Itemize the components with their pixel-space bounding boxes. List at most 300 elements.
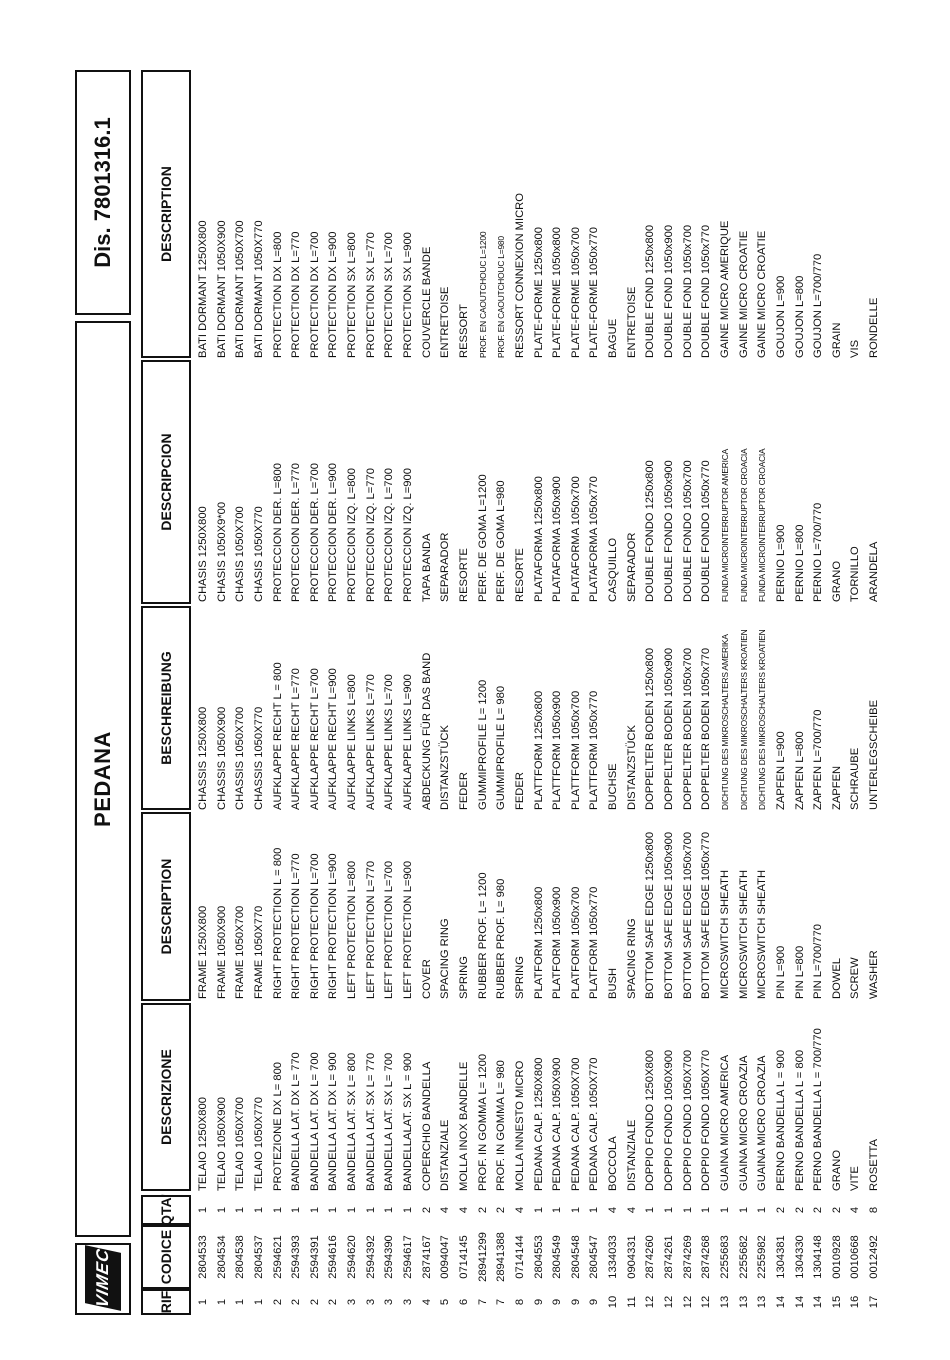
cell-en: SPACING RING: [439, 918, 452, 999]
col-header-qta-label: QTA': [158, 1194, 174, 1226]
cell-fr: PROTECTION SX L=900: [402, 232, 415, 358]
cell-codice: 2255982: [756, 1235, 769, 1279]
table-row: [269, 70, 288, 1315]
cell-es: CHASIS 1050X9*00: [215, 501, 228, 602]
cell-it: BANDELLA LAT. DX L= 900: [327, 1052, 340, 1191]
cell-es: SEPARADOR: [625, 532, 638, 602]
table-row: [436, 70, 455, 1315]
cell-fr: BATI DORMANT 1250X800: [197, 220, 209, 358]
cell-qta: 2: [793, 1206, 806, 1214]
cell-codice: 1304330: [793, 1235, 806, 1279]
cell-rif: 5: [439, 1298, 452, 1306]
cell-codice: 0010928: [830, 1235, 843, 1279]
cell-qta: 4: [625, 1206, 638, 1214]
table-row: [455, 70, 474, 1315]
cell-rif: 10: [607, 1295, 620, 1309]
cell-it: VITE: [849, 1166, 862, 1191]
cell-it: PERNO BANDELLA L = 800: [793, 1049, 806, 1191]
cell-es: PERF. DE GOMA L=980: [495, 480, 508, 602]
cell-fr: PLATE-FORME 1050x700: [569, 227, 582, 358]
cell-qta: 1: [308, 1206, 321, 1214]
drawing-number-box: [75, 70, 131, 315]
cell-de: DISTANZSTÜCK: [625, 725, 638, 810]
cell-de: PLATTFORM 1050x900: [551, 690, 564, 810]
cell-codice: 2804538: [234, 1235, 247, 1279]
cell-it: GUAINA MICRO CROAZIA: [756, 1055, 769, 1191]
cell-en: LEFT PROTECTION L=900: [402, 860, 415, 999]
col-header-en-label: DESCRIPTION: [158, 858, 174, 955]
cell-fr: RONDELLE: [868, 297, 881, 358]
cell-rif: 12: [663, 1295, 676, 1309]
cell-es: PROTECCION DER. L=900: [327, 463, 340, 602]
cell-codice: 2804553: [532, 1235, 545, 1279]
cell-it: COPERCHIO BANDELLA: [420, 1061, 433, 1191]
cell-es: PROTECCION IZQ. L=770: [364, 468, 377, 602]
table-row: [716, 70, 735, 1315]
cell-en: SPRING: [457, 956, 470, 999]
cell-it: GUAINA MICRO CROAZIA: [737, 1055, 750, 1191]
col-header-de-label: BESCHREIBUNG: [158, 651, 174, 765]
cell-fr: DOUBLE FOND 1050x700: [681, 224, 694, 358]
cell-it: PERNO BANDELLA L = 700/770: [812, 1028, 825, 1191]
cell-rif: 9: [569, 1298, 582, 1306]
cell-rif: 12: [700, 1295, 713, 1309]
cell-it: PEDANA CALP. 1250X800: [532, 1057, 545, 1191]
cell-fr: PROTECTION DX L=770: [290, 231, 303, 358]
cell-en: BOTTOM SAFE EDGE 1050x900: [663, 831, 676, 999]
parts-table: [194, 70, 884, 1315]
cell-fr: PLATE-FORME 1250x800: [532, 227, 545, 358]
cell-it: BANDELLA LAT. SX L= 800: [346, 1052, 359, 1191]
table-row: [809, 70, 828, 1315]
cell-en: DOWEL: [830, 957, 843, 999]
company-logo: [85, 1245, 121, 1311]
cell-codice: 0904331: [625, 1235, 638, 1279]
cell-de: DICHTUNG DES MIKROSCHALTERS AMERIKA: [719, 634, 730, 810]
table-row: [846, 70, 865, 1315]
col-header-codice: [141, 1225, 191, 1289]
cell-rif: 2: [327, 1298, 340, 1306]
cell-it: GRANO: [830, 1149, 843, 1191]
table-row: [865, 70, 884, 1315]
table-row: [548, 70, 567, 1315]
cell-fr: PROF. EN CAOUTCHOUC L=980: [496, 236, 507, 358]
cell-qta: 1: [271, 1206, 284, 1214]
cell-it: TELAIO 1050X700: [234, 1097, 247, 1191]
cell-rif: 6: [457, 1298, 470, 1306]
cell-de: SCHRAUBE: [849, 747, 862, 810]
cell-es: PROTECCION DER. L=800: [271, 463, 284, 602]
cell-es: RESORTE: [513, 548, 526, 602]
cell-de: AUFKLAPPE LINKS L=800: [346, 674, 359, 810]
table-row: [679, 70, 698, 1315]
cell-qta: 2: [476, 1206, 489, 1214]
cell-es: FUNDA MICROINTERRUPTOR CROACIA: [738, 448, 749, 602]
cell-es: RESORTE: [457, 548, 470, 602]
col-header-es: [141, 360, 191, 604]
cell-rif: 15: [830, 1295, 843, 1309]
cell-en: RIGHT PROTECTION L=700: [308, 853, 321, 999]
cell-rif: 2: [308, 1298, 321, 1306]
cell-es: CHASIS 1050X770: [252, 506, 265, 602]
cell-qta: 2: [420, 1206, 433, 1214]
cell-codice: 2804537: [252, 1235, 265, 1279]
cell-fr: DOUBLE FOND 1050x770: [700, 224, 713, 358]
col-header-de: [141, 606, 191, 810]
cell-rif: 3: [402, 1298, 415, 1306]
cell-en: RIGHT PROTECTION L = 800: [271, 847, 284, 999]
cell-en: WASHER: [868, 950, 881, 999]
cell-en: BOTTOM SAFE EDGE 1050x770: [700, 831, 713, 999]
table-row: [287, 70, 306, 1315]
cell-es: FUNDA MICROINTERRUPTOR AMERICA: [719, 449, 730, 602]
cell-rif: 11: [625, 1296, 638, 1308]
cell-de: ZAPFEN: [830, 765, 843, 810]
cell-fr: GAINE MICRO CROATIE: [756, 230, 769, 358]
cell-fr: BATI DORMANT 1050X900: [215, 220, 228, 358]
cell-codice: 2804533: [197, 1235, 209, 1279]
cell-es: GRANO: [830, 560, 843, 602]
cell-qta: 1: [756, 1206, 769, 1214]
cell-it: TELAIO 1050X770: [252, 1097, 265, 1191]
cell-rif: 7: [476, 1298, 489, 1306]
cell-it: PEDANA CALP. 1050X700: [569, 1057, 582, 1191]
cell-rif: 4: [420, 1298, 433, 1306]
cell-qta: 2: [812, 1206, 825, 1214]
logo-box: [75, 1243, 131, 1315]
cell-qta: 4: [607, 1206, 620, 1214]
cell-fr: VIS: [849, 339, 862, 358]
cell-es: PROTECCION DER. L=770: [290, 463, 303, 602]
table-row: [585, 70, 604, 1315]
cell-qta: 1: [588, 1206, 601, 1214]
cell-rif: 3: [383, 1298, 396, 1306]
cell-qta: 1: [327, 1206, 340, 1214]
cell-it: BANDELLA LAT. SX L= 770: [364, 1052, 377, 1191]
cell-it: PEDANA CALP. 1050X770: [588, 1057, 601, 1191]
cell-fr: RESSORT: [457, 304, 470, 358]
cell-en: RUBBER PROF. L= 1200: [476, 872, 489, 999]
cell-it: DOPPIO FONDO 1050X900: [663, 1049, 676, 1191]
cell-qta: 4: [849, 1206, 862, 1214]
cell-qta: 2: [495, 1206, 508, 1214]
cell-codice: 0714144: [513, 1235, 526, 1279]
cell-it: DOPPIO FONDO 1050X770: [700, 1049, 713, 1191]
cell-es: SEPARADOR: [439, 532, 452, 602]
cell-fr: GOUJON L=800: [793, 275, 806, 358]
cell-es: PROTECCION IZQ. L=800: [346, 468, 359, 602]
table-row: [567, 70, 586, 1315]
cell-de: AUFKLAPPE RECHT L = 800: [271, 662, 284, 810]
cell-de: GUMMIPROFILE L= 1200: [476, 679, 489, 810]
cell-es: TAPA BANDA: [420, 533, 433, 602]
cell-en: RIGHT PROTECTION L=770: [290, 853, 303, 999]
cell-de: DISTANZSTÜCK: [439, 725, 452, 810]
cell-fr: DOUBLE FOND 1050x900: [663, 224, 676, 358]
drawing-number: Dis. 7801316.1: [90, 117, 115, 268]
cell-qta: 1: [290, 1206, 303, 1214]
cell-rif: 14: [793, 1295, 806, 1309]
cell-fr: PROTECTION DX L=900: [327, 231, 340, 358]
cell-qta: 1: [737, 1206, 750, 1214]
cell-fr: PROTECTION SX L=700: [383, 232, 396, 358]
cell-fr: PROTECTION SX L=800: [346, 232, 359, 358]
cell-rif: 8: [513, 1298, 526, 1306]
cell-en: FRAME 1050X770: [252, 905, 265, 999]
cell-en: MICROSWITCH SHEATH: [718, 869, 731, 999]
cell-fr: BATI DORMANT 1050X770: [252, 220, 265, 358]
cell-rif: 2: [271, 1298, 284, 1306]
table-row: [250, 70, 269, 1315]
cell-es: PROTECCION DER. L=700: [308, 463, 321, 602]
cell-en: SPACING RING: [625, 918, 638, 999]
cell-de: ZAPFEN L=900: [774, 731, 787, 810]
cell-es: PROTECCION IZQ. L=900: [402, 468, 415, 602]
cell-rif: 17: [868, 1295, 881, 1309]
cell-de: PLATTFORM 1050x700: [569, 690, 582, 810]
cell-rif: 12: [681, 1295, 694, 1309]
col-header-fr-label: DESCRIPTION: [158, 166, 174, 262]
cell-fr: GAINE MICRO CROATIE: [737, 230, 750, 358]
table-row: [660, 70, 679, 1315]
cell-it: DOPPIO FONDO 1250X800: [644, 1049, 657, 1191]
cell-codice: 2594616: [327, 1235, 340, 1279]
cell-qta: 1: [551, 1206, 564, 1214]
col-header-qta: [141, 1195, 191, 1225]
cell-codice: 2594620: [346, 1235, 359, 1279]
cell-it: BANDELLA LAT. SX L= 700: [383, 1052, 396, 1191]
cell-de: AUFKLAPPE LINKS L=900: [402, 674, 415, 810]
cell-rif: 9: [551, 1298, 564, 1306]
cell-es: FUNDA MICROINTERRUPTOR CROACIA: [757, 448, 768, 602]
cell-rif: 7: [495, 1298, 508, 1306]
cell-codice: 2874268: [700, 1235, 713, 1279]
cell-codice: 28941388: [495, 1232, 508, 1282]
cell-de: ZAPFEN L=700/770: [812, 709, 825, 810]
cell-rif: 9: [588, 1298, 601, 1306]
cell-it: PROF. IN GOMMA L= 980: [495, 1060, 508, 1191]
cell-es: PERNIO L=700/770: [812, 502, 825, 602]
cell-rif: 14: [774, 1295, 787, 1309]
cell-en: PIN L=800: [793, 945, 806, 999]
cell-it: ROSETTA: [868, 1138, 881, 1191]
cell-es: CASQUILLO: [607, 537, 620, 602]
cell-en: FRAME 1250X800: [197, 905, 209, 999]
cell-en: PLATFORM 1050x700: [569, 886, 582, 999]
cell-codice: 2874269: [681, 1235, 694, 1279]
cell-it: DISTANZIALE: [625, 1119, 638, 1191]
cell-codice: 2594391: [308, 1235, 321, 1279]
cell-codice: 2804549: [551, 1235, 564, 1279]
cell-rif: 1: [252, 1298, 265, 1306]
cell-qta: 1: [681, 1206, 694, 1214]
col-header-fr: [141, 70, 191, 358]
cell-codice: 2804547: [588, 1235, 601, 1279]
cell-de: CHASSIS 1050X900: [215, 706, 228, 810]
cell-es: ARANDELA: [868, 541, 881, 602]
cell-codice: 28941299: [476, 1232, 489, 1282]
cell-es: PLATAFORMA 1050x700: [569, 476, 582, 602]
table-row: [697, 70, 716, 1315]
cell-rif: 1: [197, 1298, 209, 1306]
cell-qta: 1: [644, 1206, 657, 1214]
table-row: [511, 70, 530, 1315]
cell-qta: 1: [197, 1206, 209, 1214]
table-row: [530, 70, 549, 1315]
cell-en: MICROSWITCH SHEATH: [756, 869, 769, 999]
cell-codice: 2804548: [569, 1235, 582, 1279]
logo-text: VIMEC: [93, 1246, 112, 1310]
table-row: [231, 70, 250, 1315]
cell-rif: 2: [290, 1298, 303, 1306]
cell-rif: 12: [644, 1295, 657, 1309]
cell-fr: ENTRETOISE: [625, 286, 638, 358]
cell-es: CHASIS 1050X700: [234, 506, 247, 602]
cell-it: PROTEZIONE DX L= 800: [271, 1061, 284, 1191]
cell-fr: GOUJON L=700/770: [812, 253, 825, 358]
col-header-es-label: DESCRIPCION: [158, 433, 174, 531]
cell-fr: BATI DORMANT 1050X700: [234, 220, 247, 358]
cell-de: DICHTUNG DES MIKROSCHALTERS KROATIEN: [738, 629, 749, 810]
cell-qta: 4: [439, 1206, 452, 1214]
cell-rif: 3: [346, 1298, 359, 1306]
cell-de: FEDER: [457, 772, 470, 810]
cell-fr: GAINE MICRO AMERIQUE: [718, 220, 731, 358]
cell-es: DOUBLE FONDO 1050x770: [700, 460, 713, 602]
cell-it: TELAIO 1250X800: [197, 1097, 209, 1191]
table-row: [194, 70, 213, 1315]
cell-qta: 1: [532, 1206, 545, 1214]
cell-codice: 2594393: [290, 1235, 303, 1279]
cell-codice: 2594392: [364, 1235, 377, 1279]
cell-rif: 1: [215, 1298, 228, 1306]
cell-qta: 8: [868, 1206, 881, 1214]
cell-en: FRAME 1050X700: [234, 905, 247, 999]
page-title: PEDANA: [90, 731, 115, 827]
cell-es: DOUBLE FONDO 1050x900: [663, 460, 676, 602]
cell-rif: 1: [234, 1298, 247, 1306]
cell-fr: GOUJON L=900: [774, 275, 787, 358]
cell-codice: 2594621: [271, 1235, 284, 1279]
table-row: [735, 70, 754, 1315]
cell-codice: 0010668: [849, 1235, 862, 1279]
cell-fr: PROTECTION SX L=770: [364, 232, 377, 358]
table-row: [324, 70, 343, 1315]
cell-it: MOLLA INNESTO MICRO: [513, 1060, 526, 1191]
col-header-en: [141, 812, 191, 1001]
col-header-codice-label: CODICE: [158, 1229, 174, 1285]
cell-de: AUFKLAPPE RECHT L=900: [327, 668, 340, 810]
cell-it: MOLLA INOX BANDELLE: [457, 1061, 470, 1191]
cell-de: GUMMIPROFILE L= 980: [495, 685, 508, 810]
cell-es: PLATAFORMA 1250x800: [532, 476, 545, 602]
cell-de: UNTERLEGSCHEIBE: [868, 699, 881, 810]
cell-qta: 2: [830, 1206, 843, 1214]
cell-de: AUFKLAPPE LINKS L=770: [364, 674, 377, 810]
cell-en: LEFT PROTECTION L=700: [383, 860, 396, 999]
cell-es: PERNIO L=900: [774, 524, 787, 602]
cell-qta: 2: [774, 1206, 787, 1214]
cell-fr: DOUBLE FOND 1250x800: [644, 224, 657, 358]
cell-de: PLATTFORM 1050x770: [588, 690, 601, 810]
parts-sheet: [75, 70, 950, 1315]
table-row: [343, 70, 362, 1315]
cell-fr: ENTRETOISE: [439, 286, 452, 358]
title-box: [75, 321, 131, 1237]
cell-it: DISTANZIALE: [439, 1119, 452, 1191]
cell-es: DOUBLE FONDO 1050x700: [681, 460, 694, 602]
cell-en: PLATFORM 1050x770: [588, 886, 601, 999]
cell-es: TORNILLO: [849, 546, 862, 602]
cell-rif: 13: [756, 1295, 769, 1309]
table-row: [380, 70, 399, 1315]
cell-qta: 4: [513, 1206, 526, 1214]
cell-fr: PROTECTION DX L=800: [271, 231, 284, 358]
cell-es: PLATAFORMA 1050x770: [588, 476, 601, 602]
cell-qta: 1: [663, 1206, 676, 1214]
cell-rif: 3: [364, 1298, 377, 1306]
cell-codice: 0094047: [439, 1235, 452, 1279]
cell-de: CHASSIS 1050X700: [234, 706, 247, 810]
cell-en: PIN L=700/770: [812, 924, 825, 999]
cell-en: LEFT PROTECTION L=800: [346, 860, 359, 999]
cell-it: GUAINA MICRO AMERICA: [718, 1054, 731, 1191]
cell-codice: 2874261: [663, 1235, 676, 1279]
table-row: [399, 70, 418, 1315]
cell-en: RUBBER PROF. L= 980: [495, 878, 508, 999]
cell-fr: PROF. EN CAOUTCHOUC L=1200: [477, 231, 488, 358]
cell-rif: 13: [718, 1295, 731, 1309]
cell-de: DOPPELTER BODEN 1050x700: [681, 647, 694, 810]
cell-it: PROF. IN GOMMA L= 1200: [476, 1053, 489, 1191]
table-row: [828, 70, 847, 1315]
cell-it: BANDELLA LAT. DX L= 770: [290, 1052, 303, 1191]
cell-en: BOTTOM SAFE EDGE 1250x800: [644, 831, 657, 999]
cell-codice: 2594390: [383, 1235, 396, 1279]
cell-it: BANDELLALAT. SX L = 900: [402, 1052, 415, 1191]
cell-es: CHASIS 1250X800: [197, 506, 209, 602]
table-row: [791, 70, 810, 1315]
cell-de: DICHTUNG DES MIKROSCHALTERS KROATIEN: [757, 629, 768, 810]
cell-qta: 1: [700, 1206, 713, 1214]
cell-en: PLATFORM 1050x900: [551, 886, 564, 999]
cell-codice: 2594617: [402, 1235, 415, 1279]
cell-es: PERNIO L=800: [793, 524, 806, 602]
cell-codice: 2255683: [718, 1235, 731, 1279]
cell-es: PERF. DE GOMA L=1200: [476, 474, 489, 602]
cell-de: CHASSIS 1050X770: [252, 706, 265, 810]
cell-en: BOTTOM SAFE EDGE 1050x700: [681, 831, 694, 999]
cell-qta: 1: [215, 1206, 228, 1214]
cell-de: CHASSIS 1250X800: [197, 706, 209, 810]
cell-codice: 2874260: [644, 1235, 657, 1279]
cell-qta: 1: [234, 1206, 247, 1214]
cell-fr: PROTECTION DX L=700: [308, 231, 321, 358]
cell-it: DOPPIO FONDO 1050X700: [681, 1049, 694, 1191]
cell-de: AUFKLAPPE LINKS L=700: [383, 674, 396, 810]
cell-it: TELAIO 1050X900: [215, 1097, 228, 1191]
cell-de: DOPPELTER BODEN 1050x770: [700, 647, 713, 810]
col-header-rif-label: RIF: [158, 1290, 174, 1314]
table-row: [474, 70, 493, 1315]
table-row: [362, 70, 381, 1315]
cell-de: DOPPELTER BODEN 1050x900: [663, 647, 676, 810]
cell-de: AUFKLAPPE RECHT L=700: [308, 668, 321, 810]
cell-es: PROTECCION IZQ. L=700: [383, 468, 396, 602]
cell-codice: 1334033: [607, 1235, 620, 1279]
cell-it: BOCCOLA: [607, 1136, 620, 1191]
table-row: [772, 70, 791, 1315]
